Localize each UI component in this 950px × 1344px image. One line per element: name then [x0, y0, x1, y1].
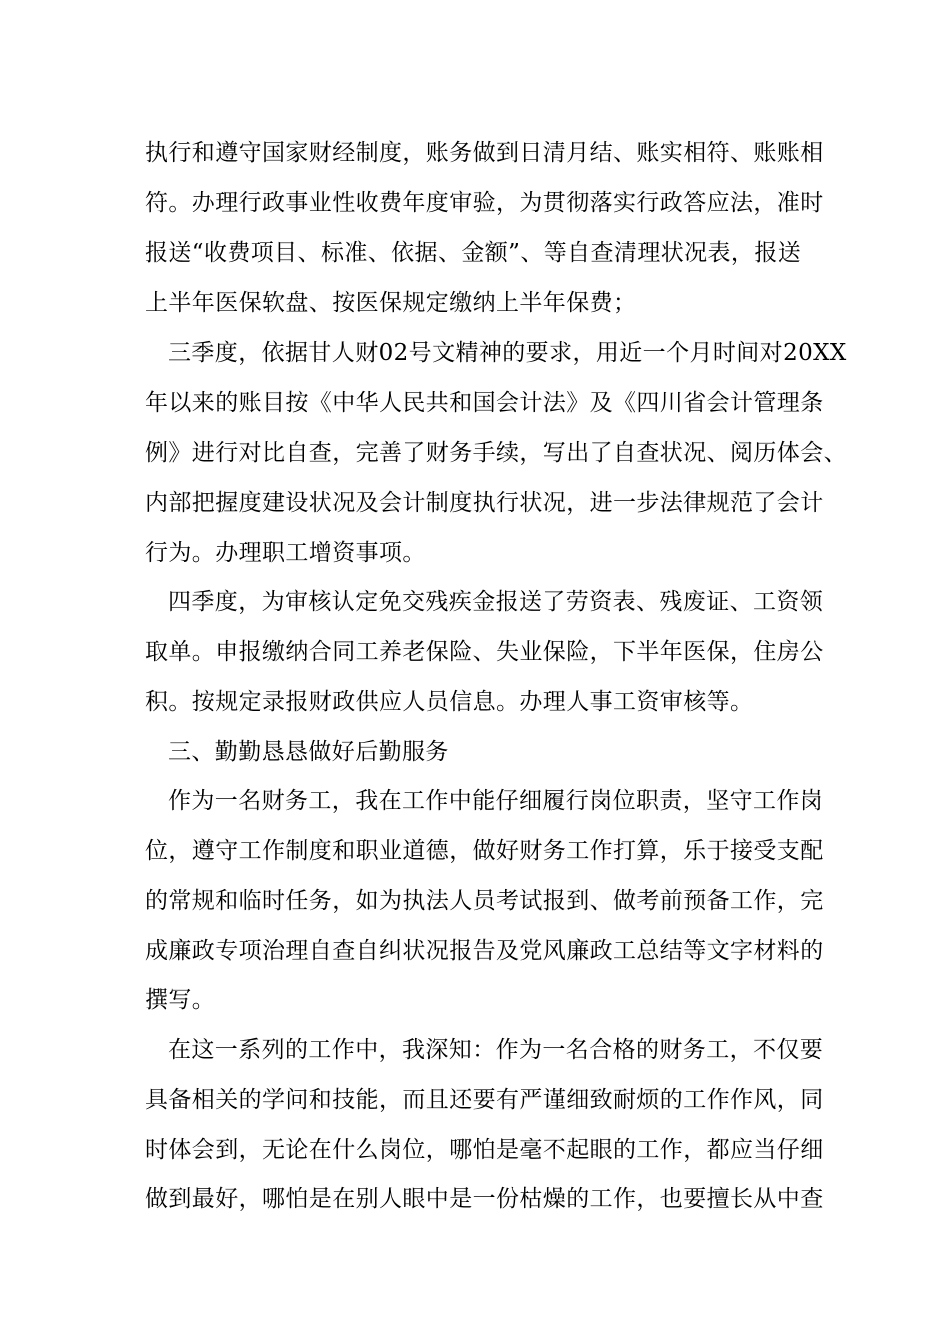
paragraph-line: 行为。办理职工增资事项。 — [145, 540, 426, 566]
paragraph-line: 四季度，为审核认定免交残疾金报送了劳资表、残废证、工资领 — [168, 589, 824, 615]
paragraph-line: 的常规和临时任务，如为执法人员考试报到、做考前预备工作，完 — [145, 888, 824, 914]
paragraph-line: 作为一名财务工，我在工作中能仔细履行岗位职责，坚守工作岗 — [168, 788, 824, 814]
paragraph-line: 做到最好，哪怕是在别人眼中是一份枯燥的工作，也要擅长从中查 — [145, 1186, 824, 1212]
paragraph-line: 三季度，依据甘人财02号文精神的要求，用近一个月时间对20XX — [168, 340, 847, 366]
paragraph-line: 上半年医保软盘、按医保规定缴纳上半年保费； — [145, 290, 637, 316]
paragraph-line: 成廉政专项治理自查自纠状况报告及党风廉政工总结等文字材料的 — [145, 938, 824, 964]
paragraph-line: 在这一系列的工作中，我深知：作为一名合格的财务工，不仅要 — [168, 1037, 824, 1063]
paragraph-line: 符。办理行政事业性收费年度审验，为贯彻落实行政答应法，准时 — [145, 190, 824, 216]
paragraph-line: 具备相关的学问和技能，而且还要有严谨细致耐烦的工作作风，同 — [145, 1087, 824, 1113]
paragraph-line: 例》进行对比自查，完善了财务手续，写出了自查状况、阅历体会、 — [145, 440, 847, 466]
paragraph-line: 年以来的账目按《中华人民共和国会计法》及《四川省会计管理条 — [145, 390, 824, 416]
paragraph-line: 执行和遵守国家财经制度，账务做到日清月结、账实相符、账账相 — [145, 140, 824, 166]
paragraph-line: 撰写。 — [145, 987, 216, 1013]
section-heading: 三、勤勤恳恳做好后勤服务 — [168, 739, 449, 765]
paragraph-line: 积。按规定录报财政供应人员信息。办理人事工资审核等。 — [145, 689, 754, 715]
paragraph-line: 时体会到，无论在什么岗位，哪怕是毫不起眼的工作，都应当仔细 — [145, 1137, 824, 1163]
paragraph-line: 内部把握度建设状况及会计制度执行状况，进一步法律规范了会计 — [145, 490, 824, 516]
paragraph-line: 取单。申报缴纳合同工养老保险、失业保险，下半年医保，住房公 — [145, 639, 824, 665]
paragraph-line: 位，遵守工作制度和职业道德，做好财务工作打算，乐于接受支配 — [145, 838, 824, 864]
paragraph-line: 报送“收费项目、标准、依据、金额”、等自查清理状况表，报送 — [145, 240, 802, 266]
